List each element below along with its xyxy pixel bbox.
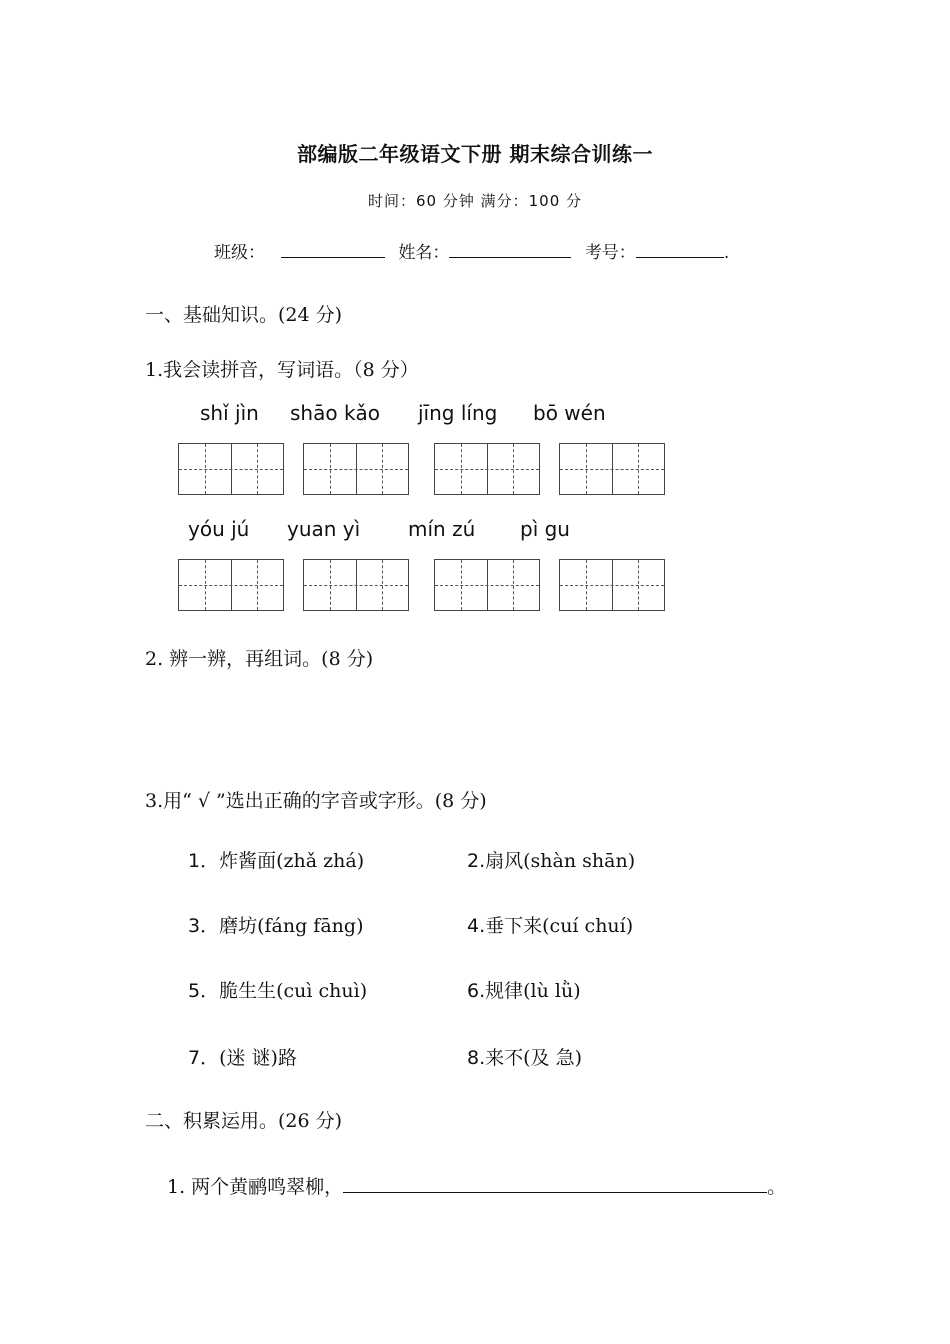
q3-item-7[interactable]: 7．(迷 谜)路 <box>188 1047 297 1069</box>
exam-number-label: 考号： <box>584 243 636 263</box>
pinyin-1: shǐ jìn <box>200 401 259 425</box>
writing-grid[interactable] <box>303 559 409 611</box>
s2-q1-prefix: 1. 两个黄鹂鸣翠柳， <box>167 1176 344 1198</box>
writing-grid[interactable] <box>434 559 540 611</box>
name-label: 姓名： <box>398 243 450 263</box>
q3-item-4[interactable]: 4.垂下来(cuí chuí) <box>467 915 634 937</box>
section-1-title: 一、基础知识。(24 分) <box>145 304 343 326</box>
q3-item-5[interactable]: 5．脆生生(cuì chuì) <box>188 980 368 1002</box>
exam-number-blank[interactable] <box>636 241 724 258</box>
pinyin-8: pì gu <box>520 517 570 541</box>
class-label: 班级： <box>214 243 265 263</box>
q3-title: 3.用“ √ ”选出正确的字音或字形。(8 分) <box>145 790 487 812</box>
pinyin-6: yuan yì <box>287 517 361 541</box>
writing-grid[interactable] <box>178 443 284 495</box>
info-end: . <box>723 243 730 263</box>
writing-grid[interactable] <box>559 559 665 611</box>
exam-time-score: 时间：60 分钟 满分：100 分 <box>367 192 583 210</box>
pinyin-2: shāo kǎo <box>290 401 381 425</box>
writing-grid[interactable] <box>178 559 284 611</box>
q3-item-1[interactable]: 1．炸酱面(zhǎ zhá) <box>188 850 365 872</box>
section-2-title: 二、积累运用。(26 分) <box>145 1110 343 1132</box>
q2-title: 2. 辨一辨，再组词。(8 分) <box>145 648 374 670</box>
name-blank[interactable] <box>449 241 571 258</box>
writing-grid[interactable] <box>303 443 409 495</box>
page-title: 部编版二年级语文下册 期末综合训练一 <box>297 142 653 166</box>
writing-grid[interactable] <box>434 443 540 495</box>
q3-item-8[interactable]: 8.来不(及 急) <box>467 1047 583 1069</box>
s2-q1-answer-blank[interactable] <box>343 1174 767 1193</box>
pinyin-7: mín zú <box>408 517 476 541</box>
pinyin-4: bō wén <box>533 401 606 425</box>
s2-q1 <box>167 1172 786 1199</box>
q3-item-2[interactable]: 2.扇风(shàn shān) <box>467 850 636 872</box>
writing-grid[interactable] <box>559 443 665 495</box>
info-line <box>214 238 729 263</box>
q3-item-6[interactable]: 6.规律(lù lǜ) <box>467 980 581 1002</box>
class-blank[interactable] <box>281 241 385 258</box>
q3-item-3[interactable]: 3．磨坊(fáng fāng) <box>188 915 364 937</box>
pinyin-3: jīng líng <box>418 401 498 425</box>
pinyin-5: yóu jú <box>188 517 250 541</box>
s2-q1-end: 。 <box>767 1176 787 1198</box>
q1-title: 1.我会读拼音，写词语。（8 分） <box>145 359 419 381</box>
